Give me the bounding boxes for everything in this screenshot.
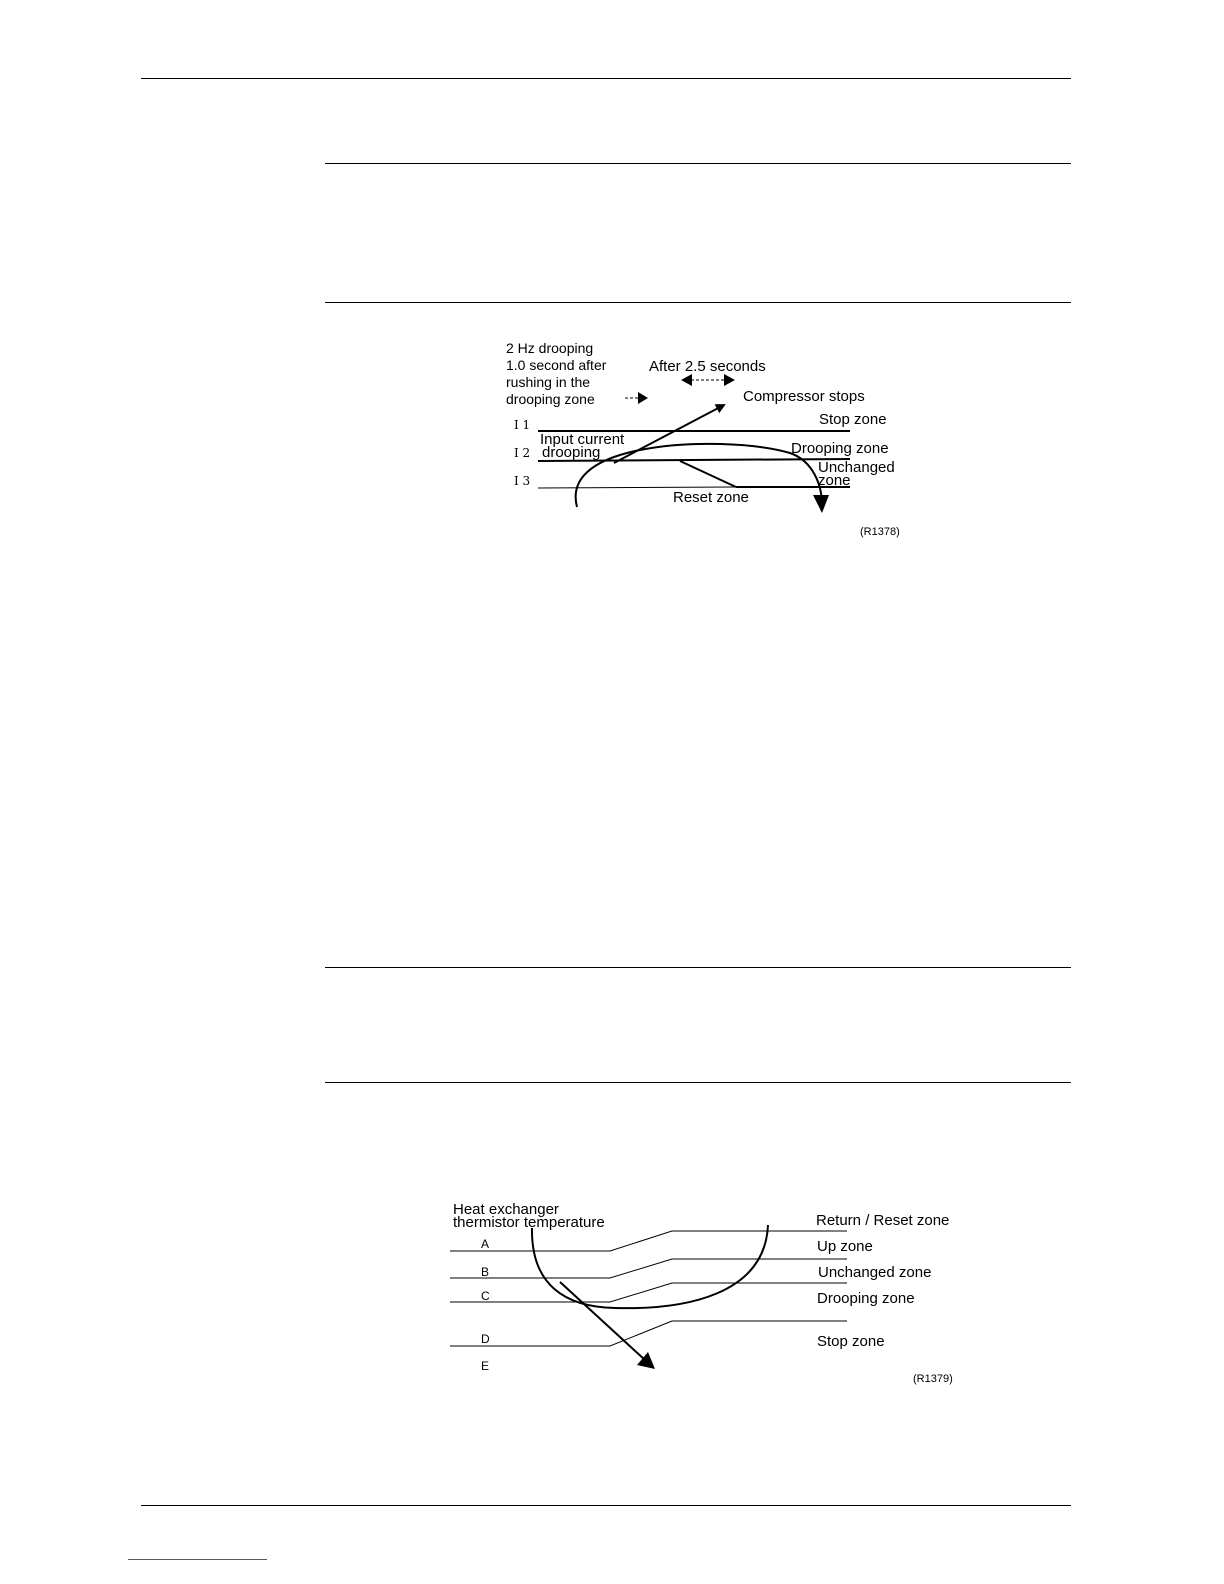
i3-line-left <box>538 487 736 488</box>
level-i2: I 2 <box>514 446 531 460</box>
interval-arrow-right-head <box>724 374 735 386</box>
return-reset-zone-label: Return / Reset zone <box>816 1212 950 1229</box>
unchanged-zone-label: Unchanged zone <box>818 1264 932 1281</box>
footer-link-underline[interactable] <box>128 1559 267 1560</box>
stop-zone-label: Stop zone <box>819 411 887 428</box>
unchanged-zone-label-1: Unchanged <box>818 459 895 476</box>
level-i1: I 1 <box>514 418 531 432</box>
section-rule-2-bottom <box>325 1082 1071 1083</box>
stop-zone-label: Stop zone <box>817 1333 885 1350</box>
reset-diagonal <box>680 461 736 487</box>
temperature-curve <box>532 1225 768 1308</box>
note-line-4: drooping zone <box>506 391 595 407</box>
note-line-1: 2 Hz drooping <box>506 340 594 356</box>
note-arrow-head <box>638 392 648 404</box>
a-line <box>450 1231 847 1251</box>
temperature-fall-arrow <box>560 1282 645 1360</box>
interval-arrow-left-head <box>681 374 692 386</box>
unchanged-zone-label-2: zone <box>818 472 851 489</box>
title-line-1: Heat exchanger <box>453 1201 559 1218</box>
after-label: After 2.5 seconds <box>649 358 766 375</box>
level-e: E <box>481 1359 490 1373</box>
heat-exchanger-temperature-diagram <box>445 1195 965 1390</box>
compressor-stop-arrow <box>614 405 724 463</box>
level-d: D <box>481 1332 490 1346</box>
level-b: B <box>481 1265 490 1279</box>
compressor-stops-label: Compressor stops <box>743 388 865 405</box>
level-i3: I 3 <box>514 474 531 488</box>
up-zone-label: Up zone <box>817 1238 873 1255</box>
level-a: A <box>481 1237 490 1251</box>
header-rule <box>141 78 1071 79</box>
drooping-zone-label: Drooping zone <box>791 440 889 457</box>
footer-rule <box>141 1505 1071 1506</box>
figure1-ref: (R1378) <box>860 526 900 538</box>
b-line <box>450 1259 847 1278</box>
input-current-curve-head <box>813 495 829 513</box>
c-line <box>450 1283 847 1302</box>
section-rule-1-bottom <box>325 302 1071 303</box>
level-c: C <box>481 1289 490 1303</box>
section-rule-2-top <box>325 967 1071 968</box>
input-current-drooping-diagram <box>500 335 920 545</box>
curve-label-line-2: drooping <box>542 444 601 461</box>
drooping-zone-label: Drooping zone <box>817 1290 915 1307</box>
section-rule-1-top <box>325 163 1071 164</box>
curve-label-line-1: Input current <box>540 431 625 448</box>
title-line-2: thermistor temperature <box>453 1214 605 1231</box>
d-line <box>450 1321 847 1346</box>
note-line-3: rushing in the <box>506 374 591 390</box>
note-line-2: 1.0 second after <box>506 357 607 373</box>
reset-zone-label: Reset zone <box>673 489 749 506</box>
figure2-ref: (R1379) <box>913 1373 953 1385</box>
